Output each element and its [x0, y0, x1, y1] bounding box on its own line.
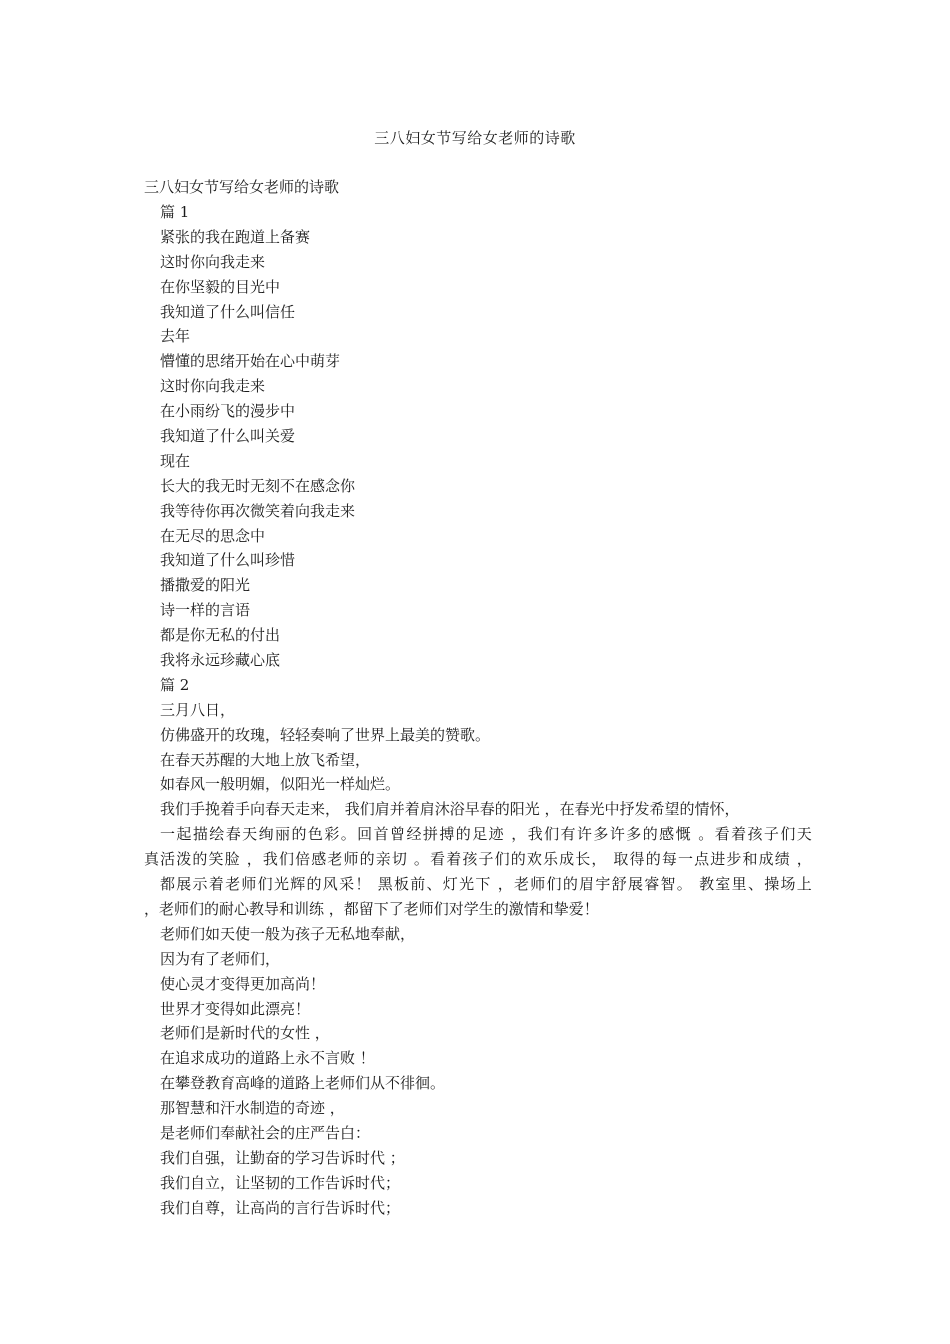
- poem-line: 我等待你再次微笑着向我走来: [160, 501, 356, 520]
- poem-line: 是老师们奉献社会的庄严告白：: [160, 1123, 371, 1142]
- poem-line: 都是你无私的付出: [160, 626, 281, 645]
- poem-line: 在无尽的思念中: [160, 526, 266, 545]
- poem-line: 世界才变得如此漂亮！: [160, 999, 311, 1018]
- poem-line: 三月八日，: [160, 700, 236, 719]
- poem-line: 如春风一般明媚，似阳光一样灿烂。: [160, 775, 401, 794]
- poem-line: 这时你向我走来: [160, 377, 266, 396]
- poem-line: 那智慧和汗水制造的奇迹 ，: [160, 1099, 345, 1118]
- poem-line: 在小雨纷飞的漫步中: [160, 402, 296, 421]
- poem-line: 紧张的我在跑道上备赛: [160, 227, 311, 246]
- poem-line: 因为有了老师们，: [160, 949, 281, 968]
- poem-line: 我们手挽着手向春天走来， 我们肩并着肩沐浴早春的阳光 ，在春光中抒发希望的情怀，: [160, 800, 740, 819]
- poem-line: 在春天苏醒的大地上放飞希望，: [160, 750, 371, 769]
- poem-line: 我知道了什么叫关爱: [160, 427, 296, 446]
- poem-line: 我们自立，让坚韧的工作告诉时代；: [160, 1173, 401, 1192]
- poem-line: 懵懂的思绪开始在心中萌芽: [160, 352, 341, 371]
- poem-line: 长大的我无时无刻不在感念你: [160, 476, 356, 495]
- poem-line: 仿佛盛开的玫瑰，轻轻奏响了世界上最美的赞歌。: [160, 725, 491, 744]
- poem-line: 去年: [160, 327, 191, 346]
- poem-line: 篇 1: [160, 203, 190, 221]
- poem-line: 老师们如天使一般为孩子无私地奉献，: [160, 924, 416, 943]
- poem-line: 这时你向我走来: [160, 252, 266, 271]
- poem-line: 老师们是新时代的女性 ，: [160, 1024, 330, 1043]
- document-subtitle: 三八妇女节写给女老师的诗歌: [144, 178, 340, 196]
- poem-line: 我知道了什么叫珍惜: [160, 551, 296, 570]
- poem-line: 都展示着老师们光辉的风采！ 黑板前、灯光下 ，老师们的眉宇舒展睿智。 教室里、操场上: [160, 875, 812, 894]
- poem-line: 在你坚毅的目光中: [160, 277, 281, 296]
- poem-line: 在攀登教育高峰的道路上老师们从不徘徊。: [160, 1074, 446, 1093]
- poem-line: 我们自强，让勤奋的学习告诉时代 ；: [160, 1148, 405, 1167]
- poem-line: 我们自尊，让高尚的言行告诉时代；: [160, 1198, 401, 1217]
- poem-line: 播撒爱的阳光: [160, 576, 251, 595]
- poem-line: 使心灵才变得更加高尚！: [160, 974, 326, 993]
- poem-line: 我知道了什么叫信任: [160, 302, 296, 321]
- poem-line: 篇 2: [160, 675, 190, 694]
- poem-line: 在追求成功的道路上永不言败 ！: [160, 1049, 375, 1068]
- poem-line: 现在: [160, 451, 191, 470]
- poem-line: 一起描绘春天绚丽的色彩。回首曾经拼搏的足迹 ，我们有许多许多的感慨 。看着孩子们天: [160, 825, 812, 844]
- poem-line: ，老师们的耐心教导和训练 ，都留下了老师们对学生的激情和挚爱！: [144, 899, 599, 918]
- poem-line: 我将永远珍藏心底: [160, 651, 281, 670]
- document-title: 三八妇女节写给女老师的诗歌: [374, 129, 576, 147]
- poem-line: 真活泼的笑脸 ，我们倍感老师的亲切 。看着孩子们的欢乐成长， 取得的每一点进步和成绩 ，: [144, 850, 812, 869]
- poem-body: [144, 200, 812, 1221]
- poem-line: 诗一样的言语: [160, 601, 251, 620]
